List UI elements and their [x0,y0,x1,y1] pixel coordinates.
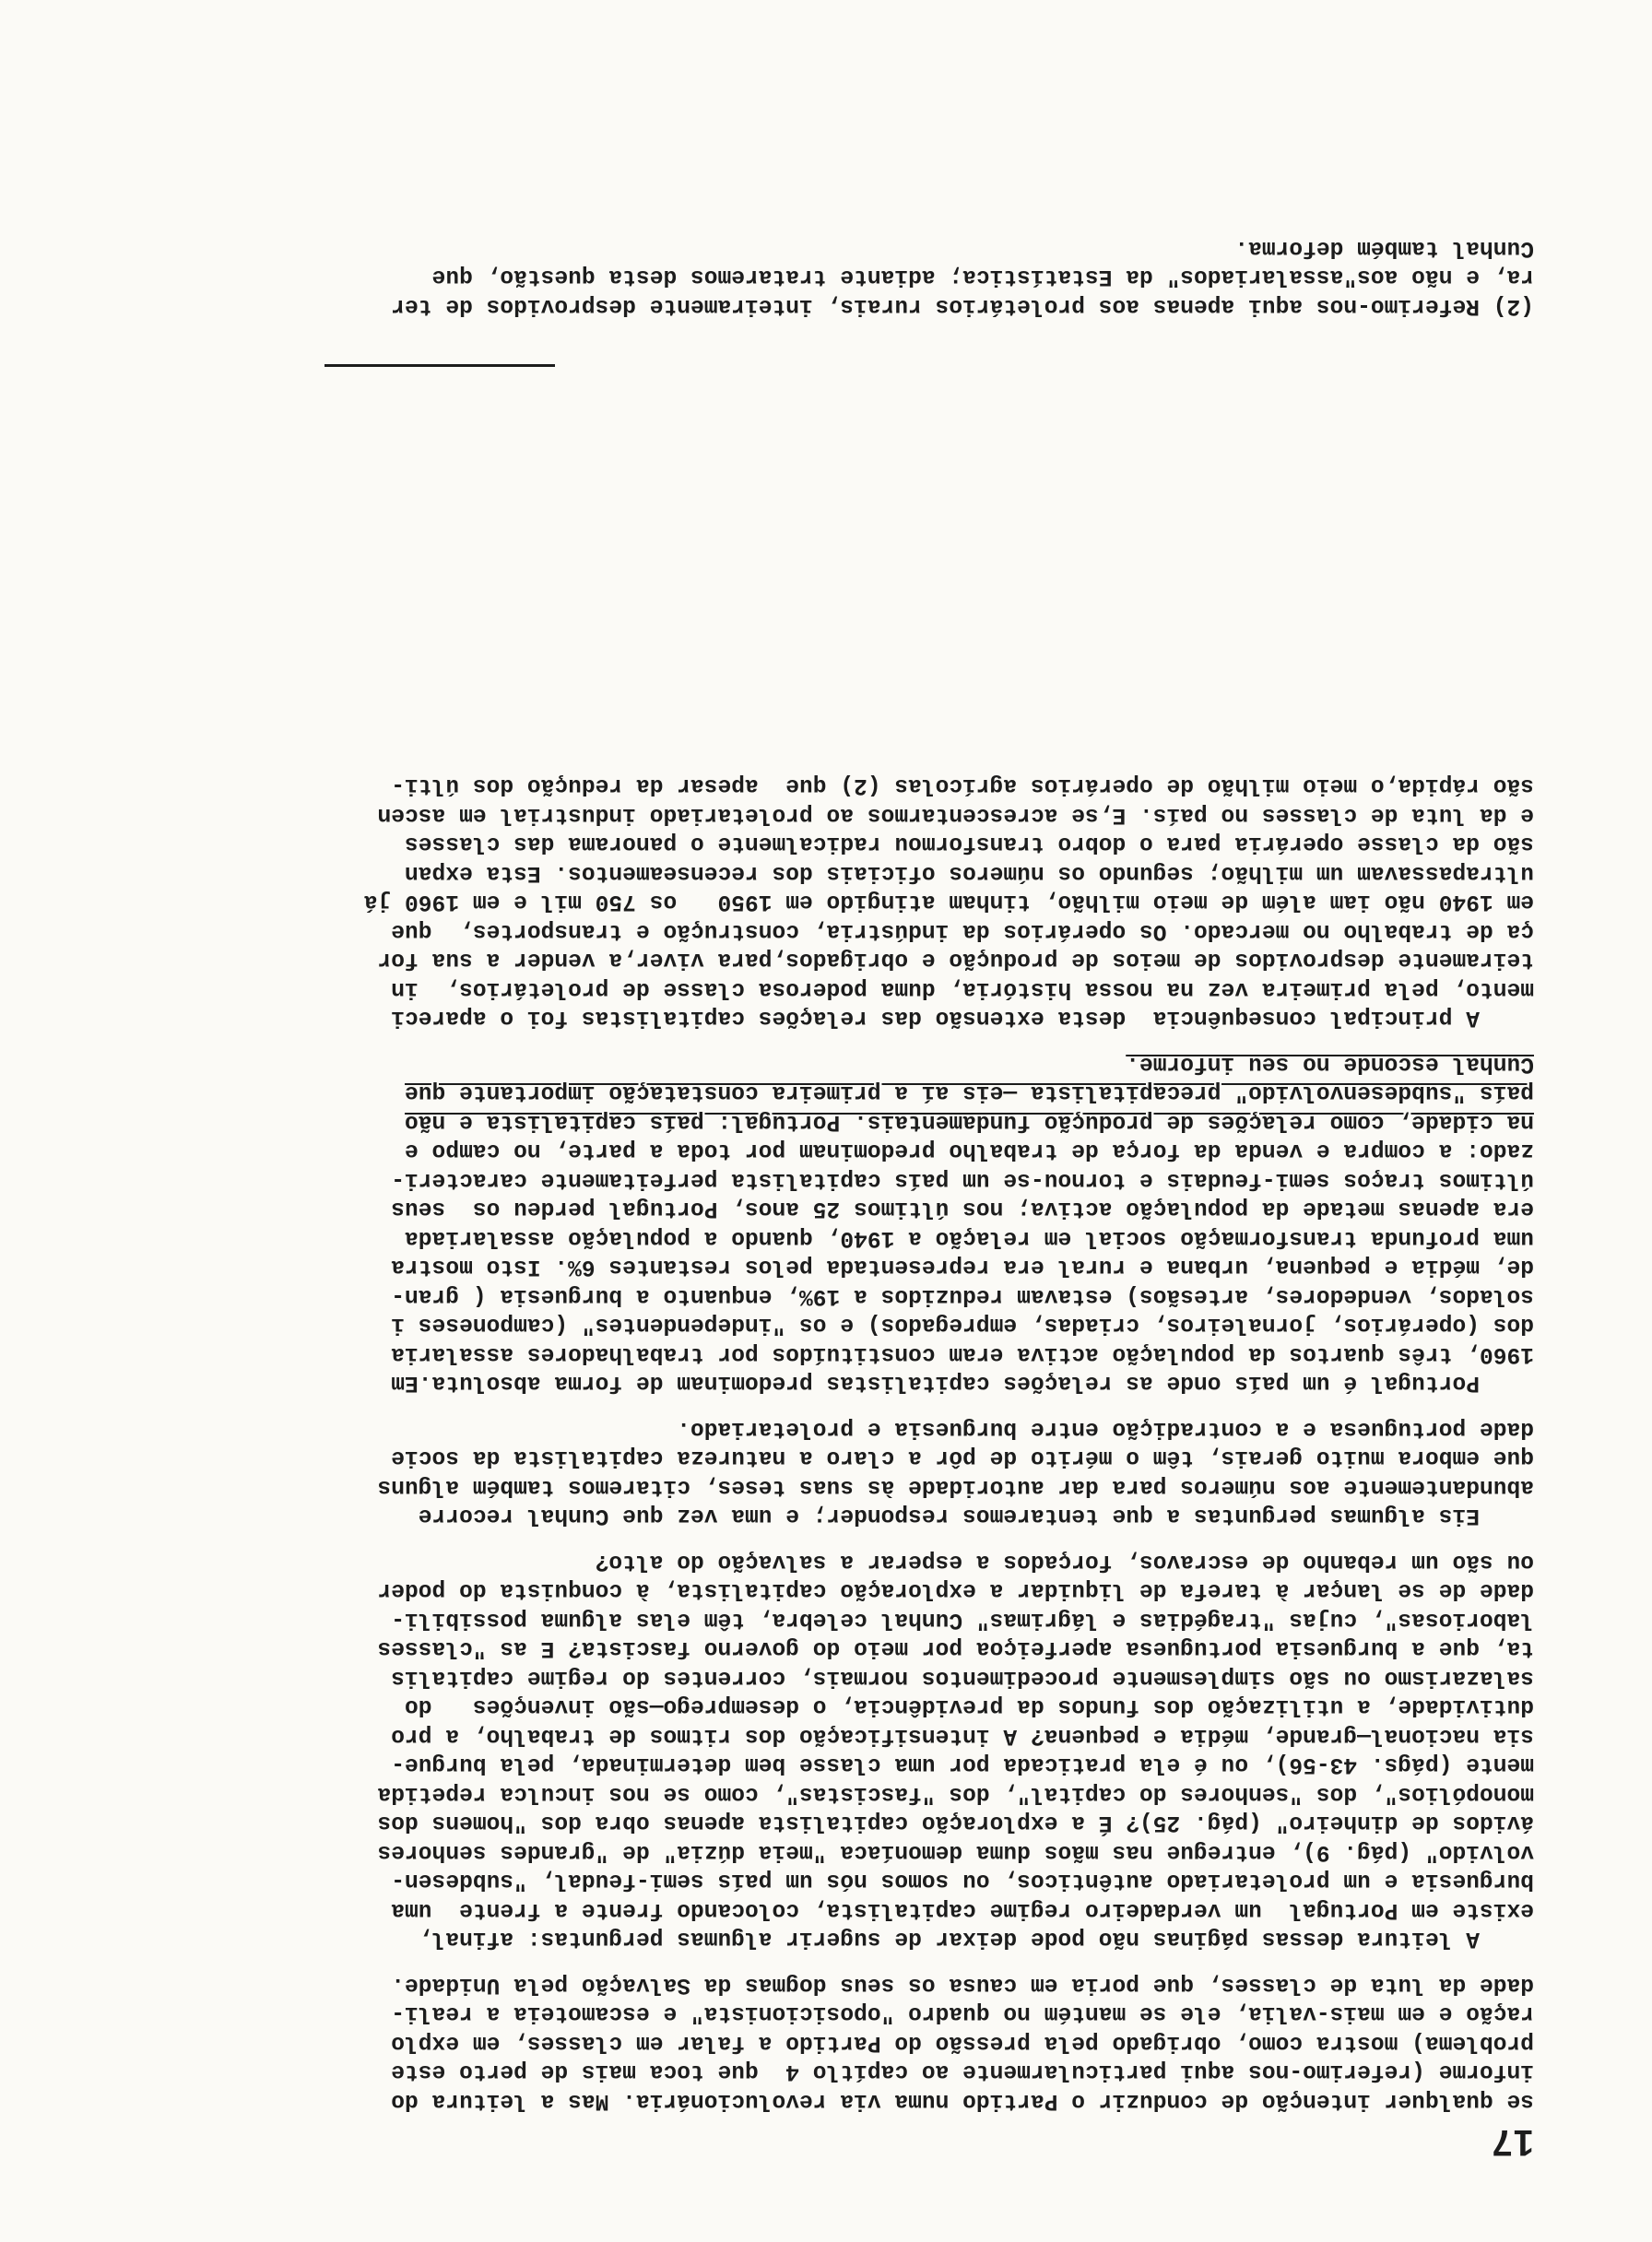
text-line: são rápida,o meio milhão de operários agrícolas (2) que apesar da redução dos últi- [391,773,1534,798]
text-line: ultrapassavam um milhão; segundo os números oficiais dos recenseamentos. Esta expan [405,860,1534,885]
text-line: em 1940 não iam além de meio milhão, tinham atingido em 1950 os 750 mil e em 1960 já [363,889,1534,914]
text-line: mente (págs. 43-56), ou é ela praticada por uma classe bem determinada, pela burgue- [391,1752,1534,1777]
text-line: dade da luta de classes, que poria em causa os seus dogmas da Salvação pela Unidade. [391,1972,1534,1997]
text-line: ça de trabalho no mercado. Os operários da indústria, construção e transportes, que [391,918,1534,943]
text-line-underlined: Cunhal esconde no seu informe. [1126,1051,1534,1076]
text-line: A principal consequência desta extensão das relações capitalistas foi o apareci [391,1005,1534,1031]
text-line: e da luta de classes no país. E,se acrescentarmos ao proletariado industrial em ascen [377,802,1534,827]
footnote-divider [324,364,555,367]
text-line: burguesia e um proletariado autênticos, ou somos nós um país semi-feudal, "subdesen- [391,1868,1534,1894]
text-line: Portugal é um país onde as relações capitalistas predominam de forma absoluta.Em [391,1370,1534,1396]
text-line-underlined: país "subdesenvolvido" precapitalista —eis aí a primeira constatação importante que [405,1080,1534,1105]
text-line: ou são um rebanho de escravos, forçados a esperar a salvação do alto? [595,1549,1534,1574]
text-line: informe (referimo-nos aqui particularmente ao capítlo 4 que toca mais de perto este [391,2059,1534,2084]
text-line: uma profunda transformação social em relação a 1940, quando a população assalariada [405,1225,1534,1250]
page-number: 17 [1491,2122,1534,2163]
paragraph [170,1547,1534,1953]
paragraph [170,1414,1534,1530]
text-line: mento, pela primeira vez na nossa história, duma poderosa classe de proletários, in [391,976,1534,1001]
text-line: volvido" (pág. 9), entregue nas mãos duma demoníaca "meia dúzia" de "grandes senhores [377,1839,1534,1864]
text-line-underlined: na cidade, como relações de produção fundamentais. Portugal: país capitalista e não [405,1109,1534,1134]
text-line: A leitura dessas páginas não pode deixar de sugerir algumas perguntas: afinal, [418,1926,1534,1952]
text-line: monopólios", dos "senhores do capital", dos "fascistas", como se nos inculca repetida [377,1781,1534,1806]
text-line: problema) mostra como, obrigado pela pressão do Partido a falar em classes, em explo [391,2030,1534,2055]
footnote-line: Cunhal também deforma. [1234,235,1534,260]
text-line: zado: a compra e venda da força de trabalho predominam por toda a parte, no campo e [405,1138,1534,1163]
text-line: últimos traços semi-feudais e tornou-se um país capitalista perfeitamente caracteri- [391,1167,1534,1192]
paragraph [170,771,1534,1032]
text-line: ração e em mais-valia, ele se mantém no quadro "oposicionista" e escamoteia a reali- [391,2000,1534,2026]
text-line: se qualquer intenção de conduzir o Partido numa via revolucionária. Mas a leitura do [391,2088,1534,2113]
text-line: dade de se lançar à tarefa de liquidar a exploração capitalista, à conquista do poder [377,1577,1534,1603]
paragraph [170,1049,1534,1398]
paragraph [170,1970,1534,2116]
footnote-line: ra, e não aos"assalariados" da Estatística; adiante trataremos desta questão, que [431,264,1534,289]
text-line: abundantemente aos números para dar autoridade às suas teses, citaremos também alguns [377,1474,1534,1499]
text-line: dutividade, a utilização dos fundos da previdência, o desemprego—são invenções do [405,1693,1534,1719]
text-line: ávidos de dinheiro" (pág. 25)? É a exploração capitalista apenas obra dos "homens dos [377,1810,1534,1835]
body-text [170,771,1534,2115]
text-line: existe em Portugal um verdadeiro regime capitalista, colocando frente a frente uma [391,1897,1534,1922]
text-line: de, média e pequena, urbana e rural era representada pelos restantes 6%. Isto mostra [391,1254,1534,1280]
text-line: teiramente desprovidos de meios de produção e obrigados,para viver,a vender a sua for [377,947,1534,973]
footnote [170,233,1534,321]
text-line: solados, vendedores, artesãos) estavam reduzidos a 19%, enquanto a burguesia ( gran- [391,1283,1534,1308]
text-line: era apenas metade da população activa; nos últimos 25 anos, Portugal perdeu os seus [391,1196,1534,1221]
text-line: sia nacional—grande, média e pequena? A intensificação dos ritmos de trabalho, a pro [391,1723,1534,1748]
footnotes [170,233,1534,321]
text-line: dos (operários, jornaleiros, criadas, empregados) e os "independentes" (camponeses i [391,1312,1534,1338]
text-line: Eis algumas perguntas a que tentaremos responder; e uma vez que Cunhal recorre [418,1503,1534,1528]
text-line: são da classe operária para o dobro transformou radicalmente o panorama das classes [405,831,1534,856]
text-line: salazarismo ou são simplesmente procedimentos normais, correntes do regime capitalis [391,1665,1534,1690]
text-line: que embora muito gerais, têm o mérito de pôr a claro a natureza capitalista da socie [391,1445,1534,1470]
text-line: 1960, três quartos da população activa eram constituídos por trabalhadores assalaria [391,1341,1534,1366]
text-line: ta, que a burguesia portuguesa aperfeiçoa por meio do governo fascista? E as "classes [377,1635,1534,1661]
text-line: laboriosas", cujas "tragédias e lágrimas" Cunhal celebra, têm elas alguma possibili- [391,1607,1534,1632]
text-line: dade portuguesa e a contradição entre burguesia e proletariado. [677,1416,1534,1441]
footnote-line: (2) Referimo-nos aqui apenas aos proletários rurais, inteiramente desprovidos de ter [391,293,1534,318]
